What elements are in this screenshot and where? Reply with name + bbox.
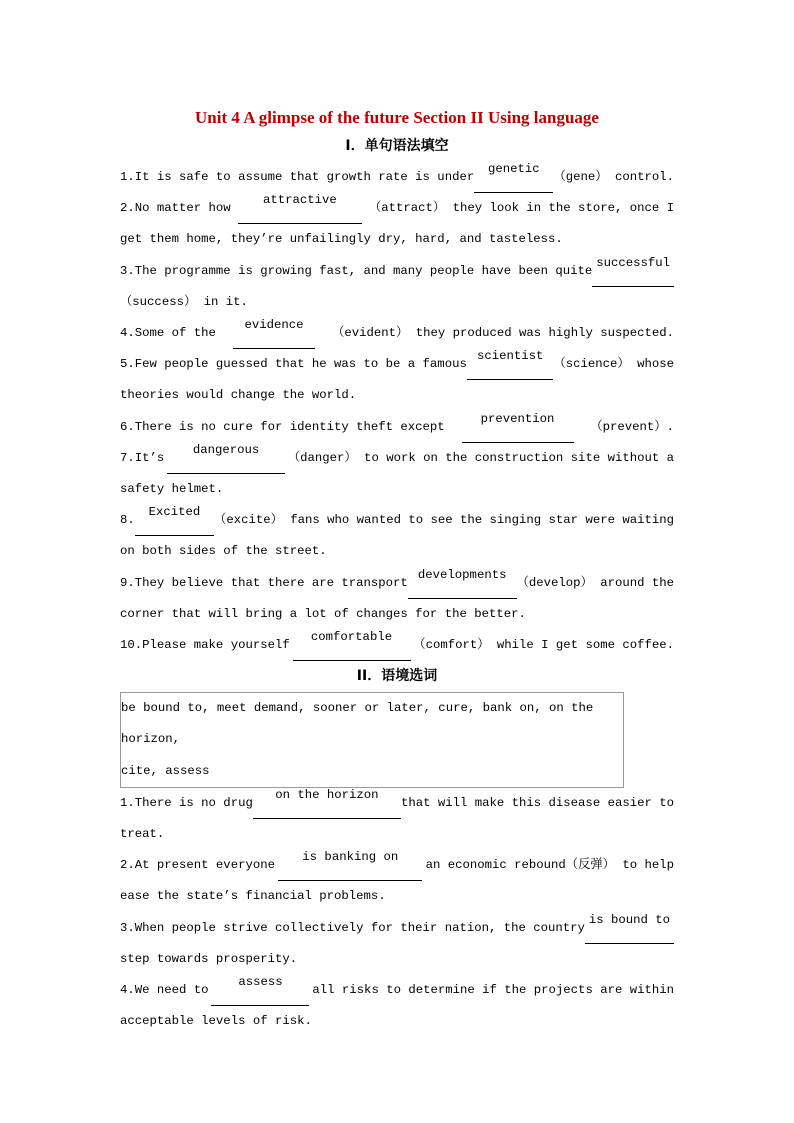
answer-blank: Excited	[135, 505, 214, 536]
worksheet-page	[120, 105, 674, 1037]
question-text: that will make this disease easier to	[400, 795, 674, 810]
section-1-heading: I．单句语法填空	[345, 138, 449, 154]
question-text: 10.Please make yourself	[120, 638, 290, 653]
question-text: step towards prosperity.	[120, 951, 298, 966]
question-line-continued	[120, 474, 674, 505]
question-line-continued	[120, 224, 674, 255]
question-text: 1.There is no drug	[120, 795, 253, 810]
answer-blank: on the horizon	[253, 788, 401, 819]
question-text: an economic rebound（反弹） to help	[425, 858, 674, 873]
question-text: treat.	[120, 827, 165, 842]
question-text: 4.Some of the	[120, 326, 216, 341]
question-line	[120, 443, 674, 474]
question-line-continued	[120, 380, 674, 411]
question-line-continued	[120, 819, 674, 850]
answer-blank: genetic	[474, 162, 553, 193]
question-text: （science） whose	[553, 357, 674, 372]
question-line	[120, 913, 674, 944]
question-line-continued	[120, 944, 674, 975]
answer-blank: is bound to	[585, 913, 674, 944]
answer-blank: comfortable	[293, 630, 411, 661]
question-text: 5.Few people guessed that he was to be a famous	[120, 357, 467, 372]
answer-blank: attractive	[238, 193, 362, 224]
word-bank-line: be bound to, meet demand, sooner or later, cure, bank on, on the horizon,	[121, 701, 594, 747]
question-text: 3.When people strive collectively for their nation, the country	[120, 920, 585, 935]
question-text: 2.No matter how	[120, 201, 231, 216]
question-text: （excite） fans who wanted to see the singing star were waiting	[214, 513, 674, 528]
question-text: all risks to determine if the projects are within	[312, 983, 674, 998]
question-text: ease the state’s financial problems.	[120, 889, 386, 904]
answer-blank: is banking on	[278, 850, 422, 881]
question-line-continued	[120, 287, 674, 318]
answer-blank: developments	[408, 568, 517, 599]
question-text: （comfort） while I get some coffee.	[413, 638, 674, 653]
question-line	[120, 193, 674, 224]
question-line	[120, 568, 674, 599]
question-text: 7.It’s	[120, 450, 165, 465]
answer-blank: dangerous	[167, 443, 285, 474]
question-line	[120, 162, 674, 193]
question-line	[120, 788, 674, 819]
question-text: 6.There is no cure for identity theft except	[120, 419, 445, 434]
question-text: （prevent）.	[590, 419, 674, 434]
answer-blank: prevention	[462, 412, 574, 443]
question-line	[120, 256, 674, 287]
answer-blank: scientist	[467, 349, 554, 380]
word-bank-box	[120, 692, 624, 788]
question-text: 4.We need to	[120, 983, 209, 998]
answer-blank: assess	[211, 975, 309, 1006]
question-text: on both sides of the street.	[120, 544, 327, 559]
word-bank-line: cite, assess	[121, 763, 210, 778]
question-text: （success） in it.	[120, 294, 248, 309]
question-line	[120, 349, 674, 380]
section-2-heading: II．语境选词	[356, 668, 438, 685]
question-line	[120, 318, 674, 349]
question-text: （danger） to work on the construction site without a	[287, 450, 674, 465]
answer-blank: evidence	[233, 318, 315, 349]
question-text: （gene） control.	[553, 170, 674, 184]
answer-blank: successful	[592, 256, 674, 287]
question-text: theories would change the world.	[120, 388, 357, 403]
question-text: （evident） they produced was highly suspected.	[332, 326, 674, 341]
question-line	[120, 630, 674, 661]
question-text: 3.The programme is growing fast, and many people have been quite	[120, 263, 593, 278]
question-line-continued	[120, 881, 674, 912]
question-line-continued	[120, 536, 674, 567]
question-line	[120, 412, 674, 443]
question-text: safety helmet.	[120, 482, 224, 497]
question-line	[120, 850, 674, 881]
question-line	[120, 505, 674, 536]
question-text: acceptable levels of risk.	[120, 1014, 312, 1029]
question-line-continued	[120, 599, 674, 630]
page-title: Unit 4 A glimpse of the future Section II Using language	[195, 108, 599, 127]
question-text: 9.They believe that there are transport	[120, 575, 408, 590]
question-text: get them home, they’re unfailingly dry, hard, and tasteless.	[120, 232, 563, 247]
question-text: 1.It is safe to assume that growth rate is under	[120, 170, 475, 184]
question-text: 2.At present everyone	[120, 858, 275, 873]
question-text: corner that will bring a lot of changes for the better.	[120, 606, 526, 621]
question-text: （attract） they look in the store, once I	[368, 201, 674, 216]
question-text: （develop） around the	[516, 575, 674, 590]
question-line-continued	[120, 1006, 674, 1037]
question-line	[120, 975, 674, 1006]
question-text: 8.	[120, 513, 135, 528]
